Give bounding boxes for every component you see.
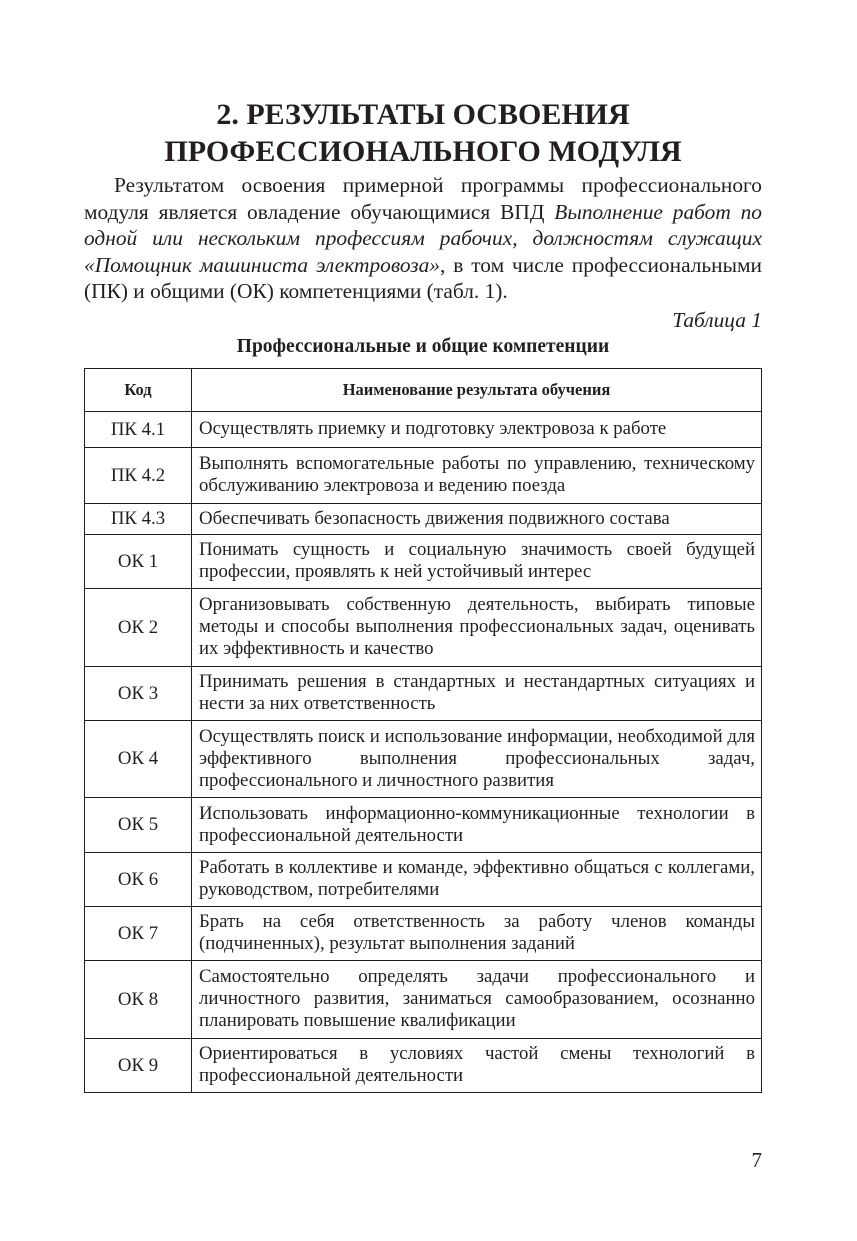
row-code: ОК 7 xyxy=(85,907,192,961)
row-description: Выполнять вспомогательные работы по управлению, техническому обслуживанию электровоза и ведению поезда xyxy=(192,448,762,504)
row-description: Организовывать собственную деятельность, выбирать типовые методы и способы выполнения профессиональных задач, оценивать их эффективность и качество xyxy=(192,589,762,667)
table-number-label: Таблица 1 xyxy=(672,308,762,332)
row-code: ОК 8 xyxy=(85,961,192,1039)
table-row xyxy=(85,535,762,589)
row-description: Принимать решения в стандартных и нестандартных ситуациях и нести за них ответственность xyxy=(192,667,762,721)
section-heading-line2: ПРОФЕССИОНАЛЬНОГО МОДУЛЯ xyxy=(164,135,682,168)
table-row xyxy=(85,907,762,961)
row-description: Самостоятельно определять задачи профессионального и личностного развития, заниматься самообразованием, осознанно планировать повышение квалификации xyxy=(192,961,762,1039)
row-code: ОК 2 xyxy=(85,589,192,667)
row-description: Обеспечивать безопасность движения подвижного состава xyxy=(192,504,762,535)
section-heading-line1: 2. РЕЗУЛЬТАТЫ ОСВОЕНИЯ xyxy=(216,98,630,131)
header-code: Код xyxy=(85,369,192,412)
section-heading xyxy=(84,96,762,170)
row-code: ПК 4.1 xyxy=(85,412,192,448)
table-header-row xyxy=(85,369,762,412)
table-row xyxy=(85,798,762,853)
row-description: Работать в коллективе и команде, эффективно общаться с коллегами, руководством, потребителями xyxy=(192,853,762,907)
row-description: Использовать информационно-коммуникационные технологии в профессиональной деятельности xyxy=(192,798,762,853)
intro-paragraph xyxy=(84,172,762,305)
table-row xyxy=(85,961,762,1039)
row-code: ПК 4.3 xyxy=(85,504,192,535)
table-row xyxy=(85,504,762,535)
table-row xyxy=(85,448,762,504)
row-description: Понимать сущность и социальную значимость своей будущей профессии, проявлять к ней устойчивый интерес xyxy=(192,535,762,589)
row-code: ОК 9 xyxy=(85,1039,192,1093)
intro-text-part1: Результатом освоения примерной программы профессионального модуля является овладение обучающимися ВПД xyxy=(84,173,762,224)
row-code: ПК 4.2 xyxy=(85,448,192,504)
row-code: ОК 4 xyxy=(85,721,192,798)
header-result-name: Наименование результата обучения xyxy=(192,369,762,412)
competencies-table xyxy=(84,368,762,1093)
row-code: ОК 3 xyxy=(85,667,192,721)
table-row xyxy=(85,667,762,721)
row-description: Брать на себя ответственность за работу членов команды (подчиненных), результат выполнения заданий xyxy=(192,907,762,961)
table-row xyxy=(85,721,762,798)
table-row xyxy=(85,589,762,667)
row-description: Осуществлять поиск и использование информации, необходимой для эффективного выполнения профессиональных задач, профессионального и личностного развития xyxy=(192,721,762,798)
row-description: Осуществлять приемку и подготовку электровоза к работе xyxy=(192,412,762,448)
row-code: ОК 6 xyxy=(85,853,192,907)
page-number: 7 xyxy=(751,1148,762,1172)
intro-text-part2: , в том числе профессиональными (ПК) и общими (ОК) компетенциями (табл. 1). xyxy=(84,252,762,303)
table-row xyxy=(85,853,762,907)
table-row xyxy=(85,412,762,448)
intro-text-italic: Выполнение работ по одной или нескольким профессиям рабочих, должностям служащих «Помощник машиниста электровоза» xyxy=(84,199,762,277)
row-code: ОК 5 xyxy=(85,798,192,853)
row-code: ОК 1 xyxy=(85,535,192,589)
table-title: Профессиональные и общие компетенции xyxy=(236,336,610,357)
table-row xyxy=(85,1039,762,1093)
row-description: Ориентироваться в условиях частой смены технологий в профессиональной деятельности xyxy=(192,1039,762,1093)
